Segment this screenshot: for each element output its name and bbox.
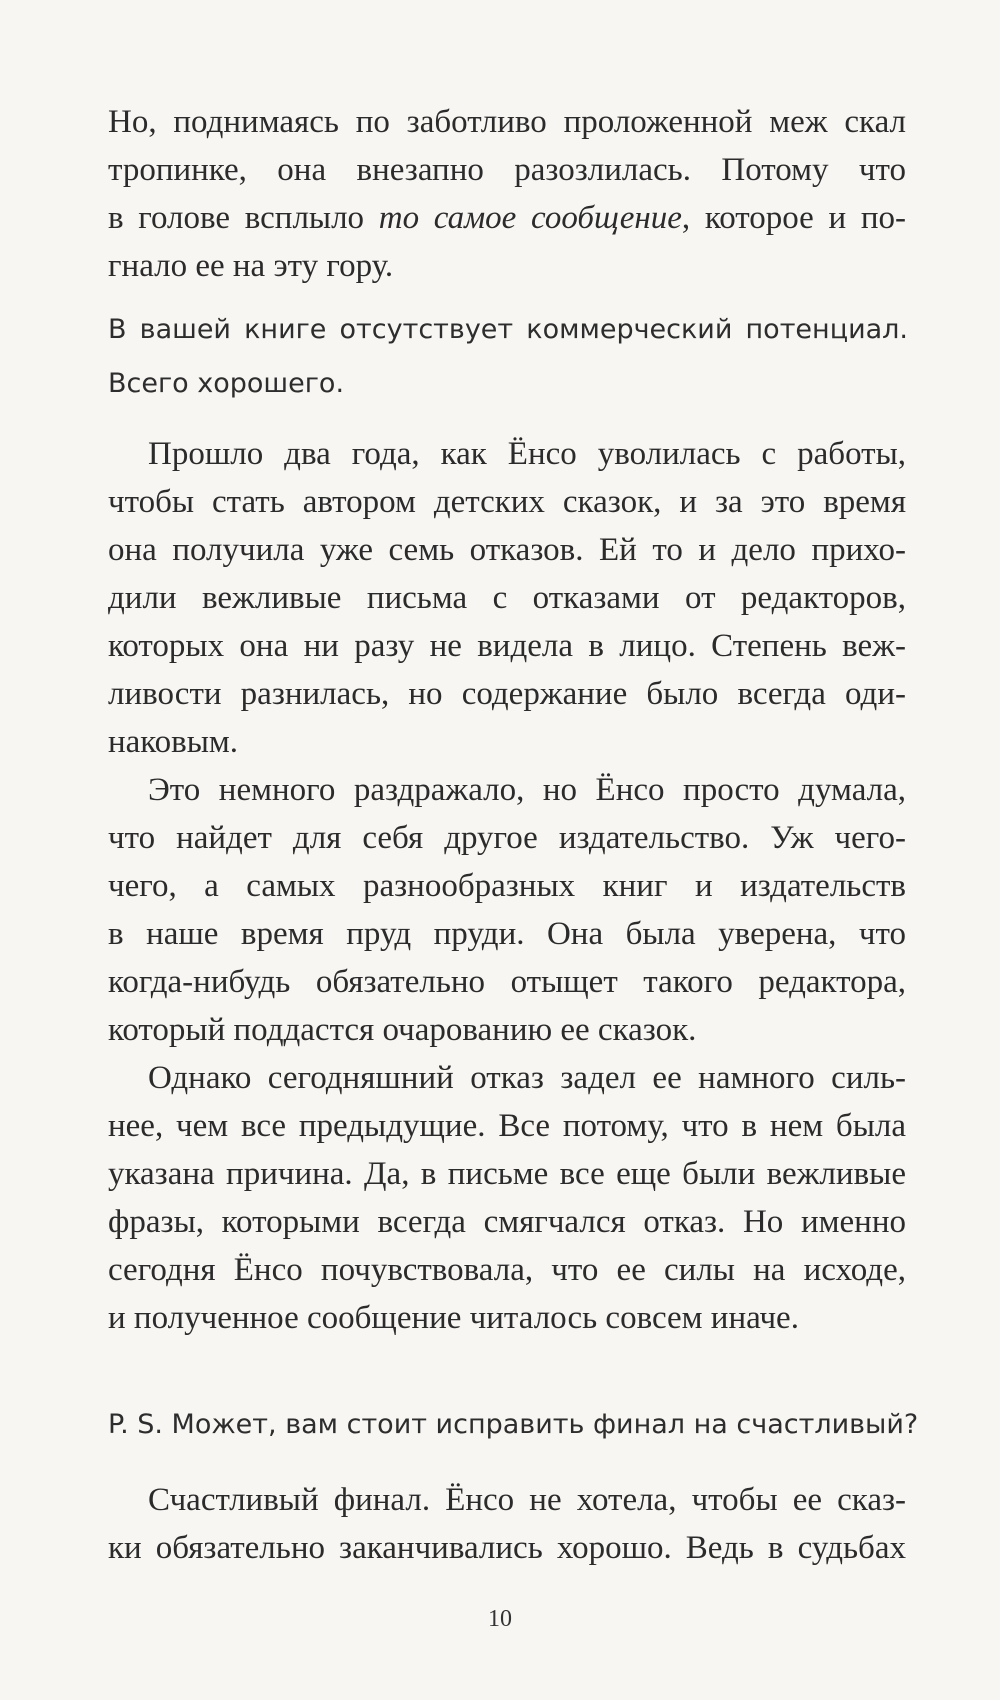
- text-line: нее, чем все предыдущие. Все потому, что в нем была: [108, 1108, 906, 1144]
- text-line: Всего хорошего.: [108, 368, 345, 399]
- text-line: фразы, которыми всегда смягчался отказ. Но именно: [108, 1204, 906, 1240]
- rejection-message: [108, 303, 908, 411]
- paragraph-two-years: [108, 430, 906, 766]
- paragraph-happy-ending: [108, 1476, 906, 1572]
- page-number: 10: [488, 1606, 512, 1632]
- text-line: сегодня Ёнсо почувствовала, что ее силы на исходе,: [108, 1252, 906, 1288]
- text-line: дили вежливые письма с отказами от редакторов,: [108, 580, 906, 616]
- text-line: ки обязательно заканчивались хорошо. Ведь в судьбах: [108, 1530, 906, 1566]
- text-fragment: , которое и по-: [681, 200, 906, 236]
- text-line: тропинке, она внезапно разозлилась. Потому что: [108, 152, 906, 188]
- paragraph-today-rejection: [108, 1054, 906, 1342]
- text-line: Но, поднимаясь по заботливо проложенной меж скал: [108, 104, 906, 140]
- text-line: и полученное сообщение читалось совсем иначе.: [108, 1300, 799, 1336]
- text-line: Счастливый финал. Ёнсо не хотела, чтобы ее сказ-: [148, 1482, 906, 1518]
- text-line: которых она ни разу не видела в лицо. Степень веж-: [108, 628, 906, 664]
- text-line: указана причина. Да, в письме все еще были вежливые: [108, 1156, 906, 1192]
- text-line: когда-нибудь обязательно отыщет такого редактора,: [108, 964, 906, 1000]
- text-line: [108, 194, 906, 242]
- text-line: наковым.: [108, 724, 239, 760]
- text-fragment: в голове всплыло: [108, 200, 379, 236]
- italic-phrase: то самое сообщение: [378, 200, 682, 236]
- postscript-message: [108, 1398, 919, 1452]
- text-line: что найдет для себя другое издательство. Уж чего-: [108, 820, 906, 856]
- text-line: гнало ее на эту гору.: [108, 248, 394, 284]
- text-line: она получила уже семь отказов. Ей то и дело прихо-: [108, 532, 906, 568]
- text-line: чего, а самых разнообразных книг и издательств: [108, 868, 906, 904]
- text-line: который поддастся очарованию ее сказок.: [108, 1012, 697, 1048]
- text-line: в наше время пруд пруди. Она была уверена, что: [108, 916, 906, 952]
- text-line: Это немного раздражало, но Ёнсо просто думала,: [148, 772, 906, 808]
- text-line: ливости разнилась, но содержание было всегда оди-: [108, 676, 906, 712]
- text-line: В вашей книге отсутствует коммерческий потенциал.: [108, 314, 908, 345]
- text-line: P. S. Может, вам стоит исправить финал на счастливый?: [108, 1409, 919, 1440]
- text-line: чтобы стать автором детских сказок, и за это время: [108, 484, 906, 520]
- text-line: Прошло два года, как Ёнсо уволилась с работы,: [148, 436, 906, 472]
- text-line: Однако сегодняшний отказ задел ее намного силь-: [148, 1060, 906, 1096]
- paragraph-climbing: [108, 98, 906, 290]
- paragraph-irritation: [108, 766, 906, 1054]
